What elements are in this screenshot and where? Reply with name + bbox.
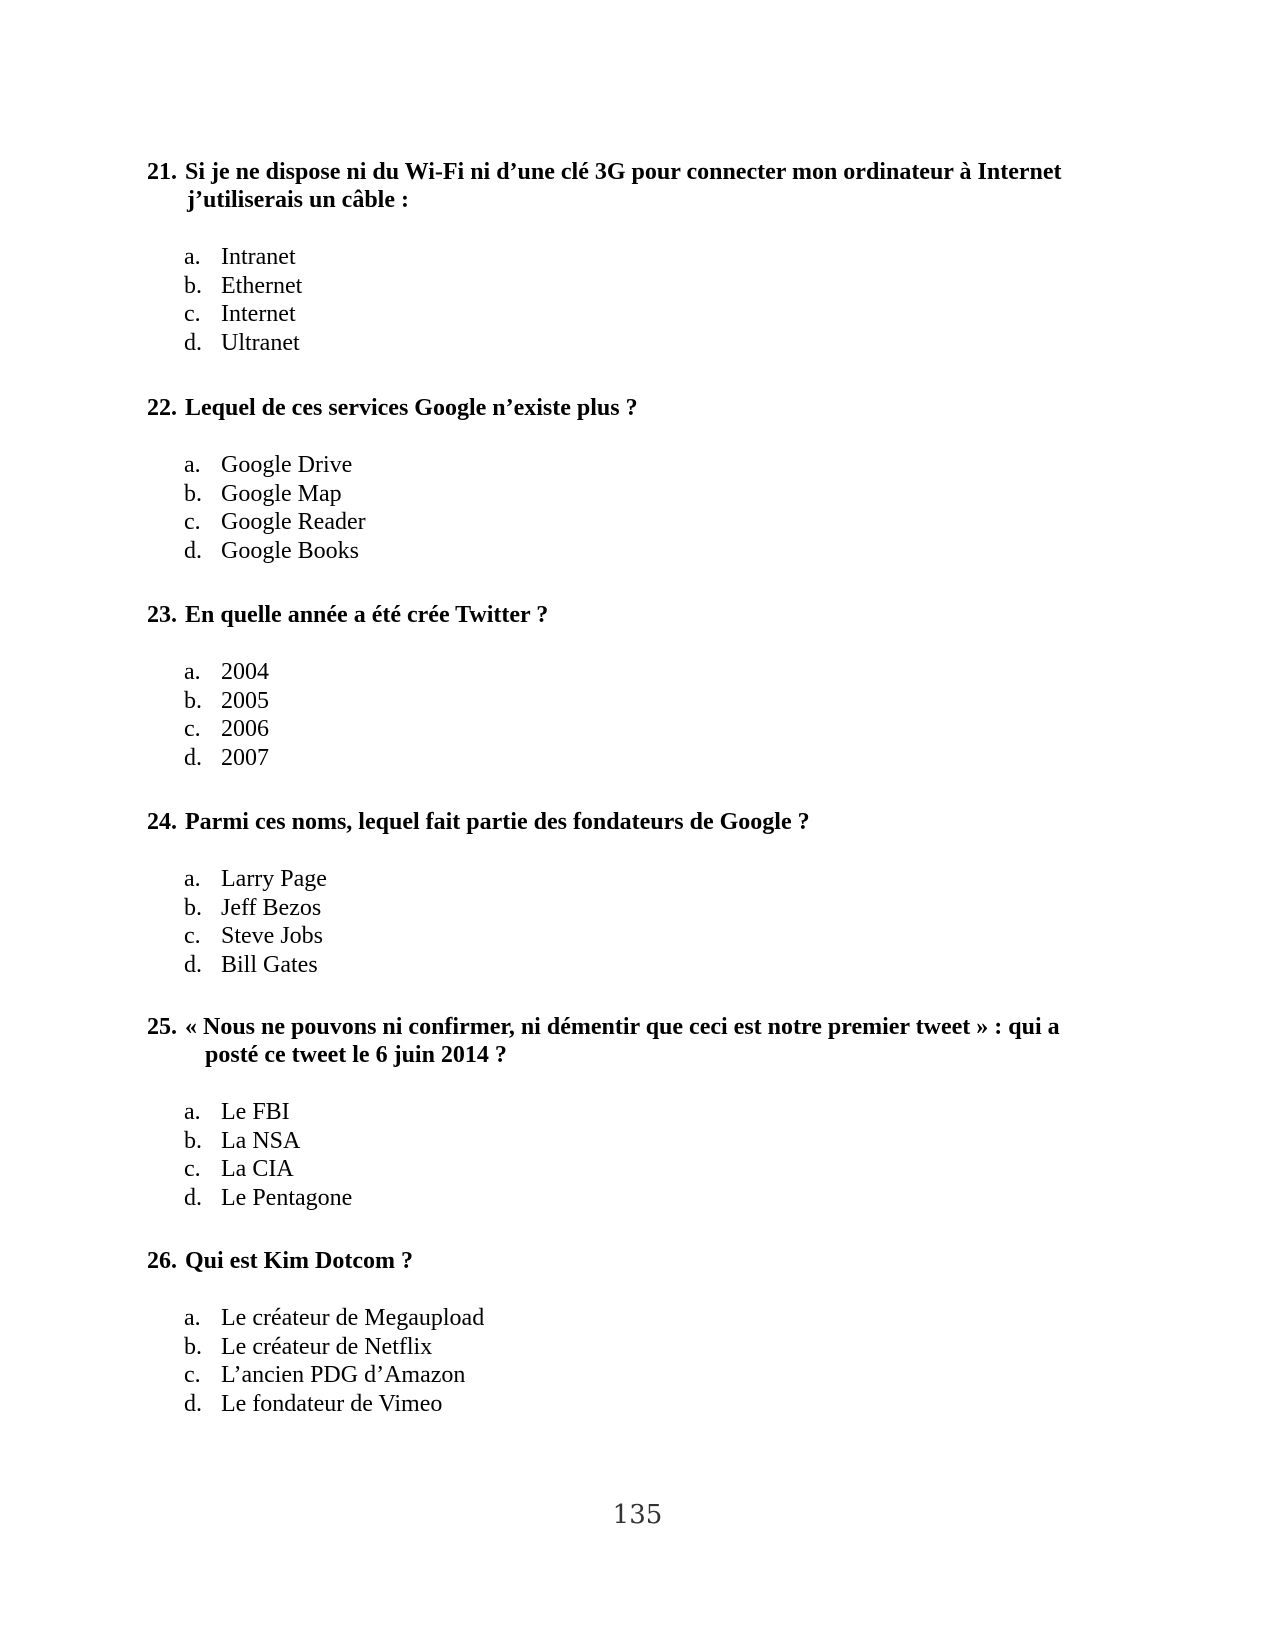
answer-option bbox=[184, 329, 1107, 358]
question-title bbox=[147, 1247, 1107, 1275]
question-line: Si je ne dispose ni du Wi-Fi ni d’une clé 3G pour connecter mon ordinateur à Internet bbox=[185, 159, 1062, 185]
page-number: 135 bbox=[612, 1500, 663, 1530]
option-text: Google Reader bbox=[221, 509, 366, 535]
answer-options bbox=[147, 1304, 1107, 1418]
question-text bbox=[185, 1013, 1107, 1069]
answer-options bbox=[147, 243, 1107, 357]
answer-option bbox=[184, 922, 1107, 951]
option-letter: a. bbox=[184, 452, 201, 478]
answer-option bbox=[184, 243, 1107, 272]
question-line: j’utiliserais un câble : bbox=[187, 187, 409, 213]
option-letter: c. bbox=[184, 1362, 201, 1388]
option-text: Jeff Bezos bbox=[221, 894, 322, 921]
answer-option bbox=[184, 1098, 1107, 1127]
question-line: En quelle année a été crée Twitter ? bbox=[185, 602, 549, 628]
question-25 bbox=[147, 1013, 1107, 1212]
option-letter: a. bbox=[184, 659, 201, 685]
question-title bbox=[147, 394, 1107, 422]
option-letter: b. bbox=[184, 687, 202, 714]
answer-option bbox=[184, 1184, 1107, 1213]
option-letter: b. bbox=[184, 480, 202, 507]
option-letter: c. bbox=[184, 1156, 201, 1182]
option-letter: a. bbox=[184, 1305, 201, 1331]
answer-option bbox=[184, 744, 1107, 773]
answer-option bbox=[184, 1390, 1107, 1419]
option-letter: c. bbox=[184, 716, 201, 742]
option-text: Ultranet bbox=[221, 329, 300, 356]
option-text: Google Books bbox=[221, 537, 359, 564]
question-line: posté ce tweet le 6 juin 2014 ? bbox=[205, 1042, 507, 1068]
option-text: Le Pentagone bbox=[221, 1184, 353, 1211]
question-text bbox=[185, 158, 1107, 214]
question-line: Parmi ces noms, lequel fait partie des fondateurs de Google ? bbox=[185, 809, 810, 835]
question-24 bbox=[147, 808, 1107, 979]
option-letter: b. bbox=[184, 1333, 202, 1360]
option-letter: c. bbox=[184, 923, 201, 949]
option-text: 2004 bbox=[221, 659, 269, 685]
question-number: 22. bbox=[147, 395, 177, 421]
option-letter: a. bbox=[184, 866, 201, 892]
option-letter: d. bbox=[184, 1390, 202, 1417]
question-title bbox=[147, 1013, 1107, 1069]
option-text: La CIA bbox=[221, 1156, 294, 1182]
question-title bbox=[147, 808, 1107, 836]
option-letter: b. bbox=[184, 894, 202, 921]
answer-option bbox=[184, 508, 1107, 537]
answer-option bbox=[184, 894, 1107, 923]
option-text: 2007 bbox=[221, 744, 269, 771]
option-letter: b. bbox=[184, 272, 202, 299]
option-letter: d. bbox=[184, 1184, 202, 1211]
answer-options bbox=[147, 1098, 1107, 1212]
question-text bbox=[185, 394, 1107, 422]
option-text: Larry Page bbox=[221, 866, 327, 892]
answer-option bbox=[184, 537, 1107, 566]
question-line: Qui est Kim Dotcom ? bbox=[185, 1248, 413, 1274]
answer-option bbox=[184, 658, 1107, 687]
question-number: 23. bbox=[147, 602, 177, 628]
question-22 bbox=[147, 394, 1107, 565]
question-title bbox=[147, 158, 1107, 214]
option-text: La NSA bbox=[221, 1127, 301, 1154]
answer-option bbox=[184, 1361, 1107, 1390]
answer-option bbox=[184, 272, 1107, 301]
answer-option bbox=[184, 1304, 1107, 1333]
option-text: 2005 bbox=[221, 687, 269, 714]
option-text: Google Drive bbox=[221, 452, 353, 478]
answer-option bbox=[184, 480, 1107, 509]
question-number: 24. bbox=[147, 809, 177, 835]
question-line: Lequel de ces services Google n’existe plus ? bbox=[185, 395, 638, 421]
question-number: 21. bbox=[147, 159, 177, 185]
option-letter: c. bbox=[184, 509, 201, 535]
answer-option bbox=[184, 951, 1107, 980]
answer-option bbox=[184, 687, 1107, 716]
option-letter: d. bbox=[184, 329, 202, 356]
answer-option bbox=[184, 715, 1107, 744]
question-text bbox=[185, 1247, 1107, 1275]
option-text: Le créateur de Netflix bbox=[221, 1333, 433, 1360]
question-number: 25. bbox=[147, 1014, 177, 1040]
option-letter: a. bbox=[184, 1099, 201, 1125]
answer-options bbox=[147, 451, 1107, 565]
option-letter: d. bbox=[184, 537, 202, 564]
question-21 bbox=[147, 158, 1107, 357]
question-number: 26. bbox=[147, 1248, 177, 1274]
option-letter: b. bbox=[184, 1127, 202, 1154]
answer-option bbox=[184, 1155, 1107, 1184]
question-title bbox=[147, 601, 1107, 629]
answer-option bbox=[184, 1127, 1107, 1156]
option-text: Internet bbox=[221, 301, 296, 327]
option-text: Bill Gates bbox=[221, 951, 318, 978]
option-text: Steve Jobs bbox=[221, 923, 323, 949]
answer-option bbox=[184, 1333, 1107, 1362]
option-text: Google Map bbox=[221, 480, 342, 507]
option-text: Le fondateur de Vimeo bbox=[221, 1390, 443, 1417]
option-text: Intranet bbox=[221, 244, 296, 270]
option-letter: d. bbox=[184, 744, 202, 771]
answer-option bbox=[184, 300, 1107, 329]
option-text: L’ancien PDG d’Amazon bbox=[221, 1362, 466, 1388]
question-text bbox=[185, 808, 1107, 836]
option-letter: d. bbox=[184, 951, 202, 978]
option-letter: a. bbox=[184, 244, 201, 270]
option-letter: c. bbox=[184, 301, 201, 327]
question-26 bbox=[147, 1247, 1107, 1418]
option-text: Ethernet bbox=[221, 272, 303, 299]
answer-options bbox=[147, 658, 1107, 772]
answer-option bbox=[184, 865, 1107, 894]
option-text: 2006 bbox=[221, 716, 269, 742]
question-text bbox=[185, 601, 1107, 629]
question-line: « Nous ne pouvons ni confirmer, ni démentir que ceci est notre premier tweet » : qui a bbox=[185, 1014, 1060, 1040]
answer-option bbox=[184, 451, 1107, 480]
option-text: Le créateur de Megaupload bbox=[221, 1305, 485, 1331]
answer-options bbox=[147, 865, 1107, 979]
question-23 bbox=[147, 601, 1107, 772]
option-text: Le FBI bbox=[221, 1099, 290, 1125]
